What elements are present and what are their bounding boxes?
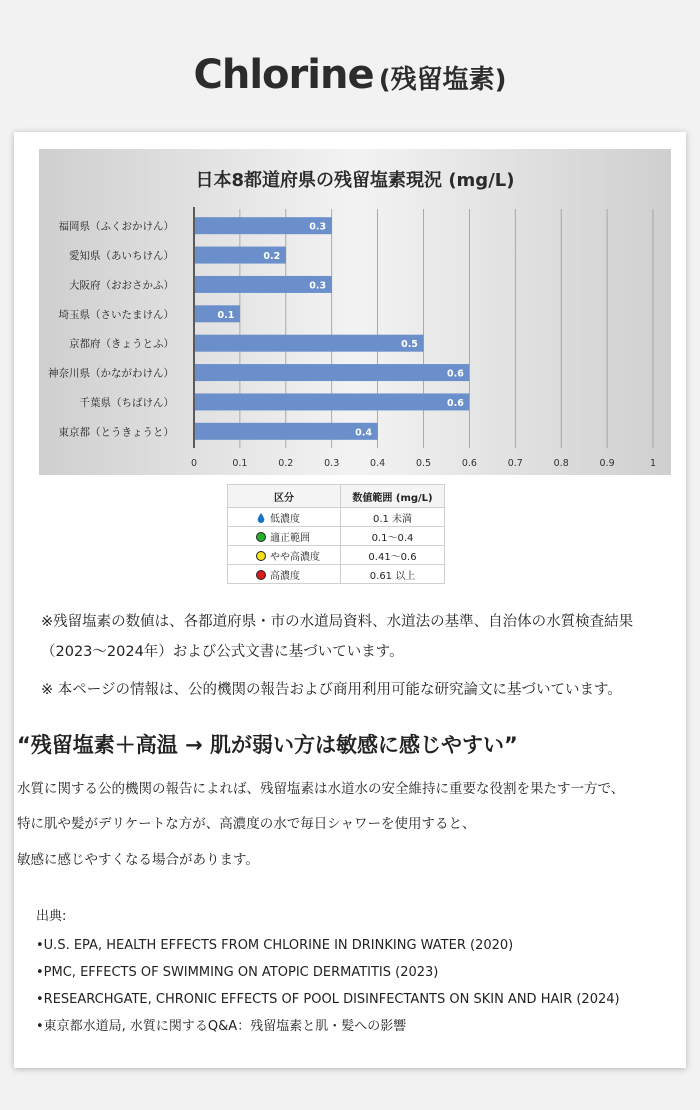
bar-value-label: 0.2 xyxy=(263,251,281,263)
x-tick-label: 0.1 xyxy=(232,458,248,469)
page-title-main: Chlorine xyxy=(193,52,374,98)
green-circle-icon xyxy=(256,532,266,542)
x-tick-label: 0.3 xyxy=(324,458,340,469)
concentration-legend-table xyxy=(227,484,445,584)
legend-row-low xyxy=(228,508,445,527)
bar-chart xyxy=(39,149,671,475)
bar xyxy=(195,423,378,440)
water-drop-icon xyxy=(256,513,266,523)
yellow-circle-icon xyxy=(256,551,266,561)
x-tick-label: 0.2 xyxy=(278,458,294,469)
bar-value-label: 0.1 xyxy=(217,309,235,321)
legend-header-category: 区分 xyxy=(228,485,341,508)
body-text-line: 特に肌や髪がデリケートな方が、高濃度の水で毎日シャワーを使用すると、 xyxy=(17,816,476,832)
legend-row-slightly-high xyxy=(228,546,445,565)
legend-row-proper-range: 0.1〜0.4 xyxy=(341,527,445,546)
body-text-line: 敏感に感じやすくなる場合があります。 xyxy=(17,852,259,868)
bar xyxy=(195,393,469,410)
bar-value-label: 0.6 xyxy=(446,368,464,380)
x-tick-label: 1 xyxy=(649,458,657,469)
source-item: •U.S. EPA, HEALTH EFFECTS FROM CHLORINE IN DRINKING WATER (2020) xyxy=(36,938,514,953)
legend-row-high-range: 0.61 以上 xyxy=(341,565,445,584)
basis-note: ※ 本ページの情報は、公的機関の報告および商用利用可能な研究論文に基づいています。 xyxy=(41,682,622,698)
x-tick-label: 0 xyxy=(190,458,198,469)
legend-header-range: 数値範囲 (mg/L) xyxy=(341,485,445,508)
data-source-note-line1: ※残留塩素の数値は、各都道府県・市の水道局資料、水道法の基準、自治体の水質検査結果 xyxy=(41,614,634,630)
bar xyxy=(195,364,469,381)
body-text-line: 水質に関する公的機関の報告によれば、残留塩素は水道水の安全維持に重要な役割を果たす一方で、 xyxy=(17,781,625,797)
category-label: 福岡県（ふくおかけん） xyxy=(58,220,174,233)
content-card xyxy=(14,132,686,1068)
page-title-sub: (残留塩素) xyxy=(378,65,507,95)
bar-value-label: 0.5 xyxy=(401,339,418,351)
x-tick-label: 0.6 xyxy=(461,458,477,469)
chart-title: 日本8都道府県の残留塩素現況 (mg/L) xyxy=(195,170,515,191)
x-tick-label: 0.9 xyxy=(599,458,615,469)
category-label: 愛知県（あいちけん） xyxy=(69,250,174,263)
source-item: •RESEARCHGATE, CHRONIC EFFECTS OF POOL DISINFECTANTS ON SKIN AND HAIR (2024) xyxy=(36,992,620,1007)
legend-row-low-label: 低濃度 xyxy=(270,513,300,525)
bar-value-label: 0.3 xyxy=(309,221,327,233)
category-label: 神奈川県（かながわけん） xyxy=(48,367,174,380)
bar-value-label: 0.6 xyxy=(446,397,464,409)
source-item: •東京都水道局, 水質に関するQ&A：残留塩素と肌・髪への影響 xyxy=(36,1019,407,1034)
bar-value-label: 0.3 xyxy=(309,280,327,292)
bar-chart-svg xyxy=(39,149,671,475)
category-label: 埼玉県（さいたまけん） xyxy=(58,308,174,321)
legend-row-proper xyxy=(228,527,445,546)
red-circle-icon xyxy=(256,570,266,580)
bar xyxy=(195,335,424,352)
category-label: 千葉県（ちばけん） xyxy=(79,396,174,409)
sources-list xyxy=(36,905,620,1040)
data-source-note xyxy=(41,607,681,667)
x-tick-label: 0.4 xyxy=(370,458,386,469)
x-tick-label: 0.7 xyxy=(507,458,523,469)
x-tick-label: 0.5 xyxy=(415,458,432,469)
source-item: •PMC, EFFECTS OF SWIMMING ON ATOPIC DERMATITIS (2023) xyxy=(36,965,439,980)
legend-row-low-range: 0.1 未満 xyxy=(341,508,445,527)
category-label: 京都府（きょうとふ） xyxy=(69,338,174,351)
category-label: 大阪府（おおさかふ） xyxy=(69,279,174,292)
legend-row-slightly-high-label: やや高濃度 xyxy=(270,551,320,563)
sources-title: 出典: xyxy=(36,909,67,924)
bar-value-label: 0.4 xyxy=(355,427,373,439)
x-tick-label: 0.8 xyxy=(553,458,569,469)
legend-row-high xyxy=(228,565,445,584)
legend-row-proper-label: 適正範囲 xyxy=(270,532,310,544)
category-label: 東京都（とうきょうと） xyxy=(58,426,174,439)
legend-table-header-row xyxy=(228,485,445,508)
data-source-note-line2: （2023〜2024年）および公式文書に基づいています。 xyxy=(41,644,404,660)
legend-row-high-label: 高濃度 xyxy=(270,570,300,582)
page-title xyxy=(0,52,700,98)
legend-row-slightly-high-range: 0.41〜0.6 xyxy=(341,546,445,565)
section-headline: “残留塩素＋高温 → 肌が弱い方は敏感に感じやすい” xyxy=(17,733,518,757)
